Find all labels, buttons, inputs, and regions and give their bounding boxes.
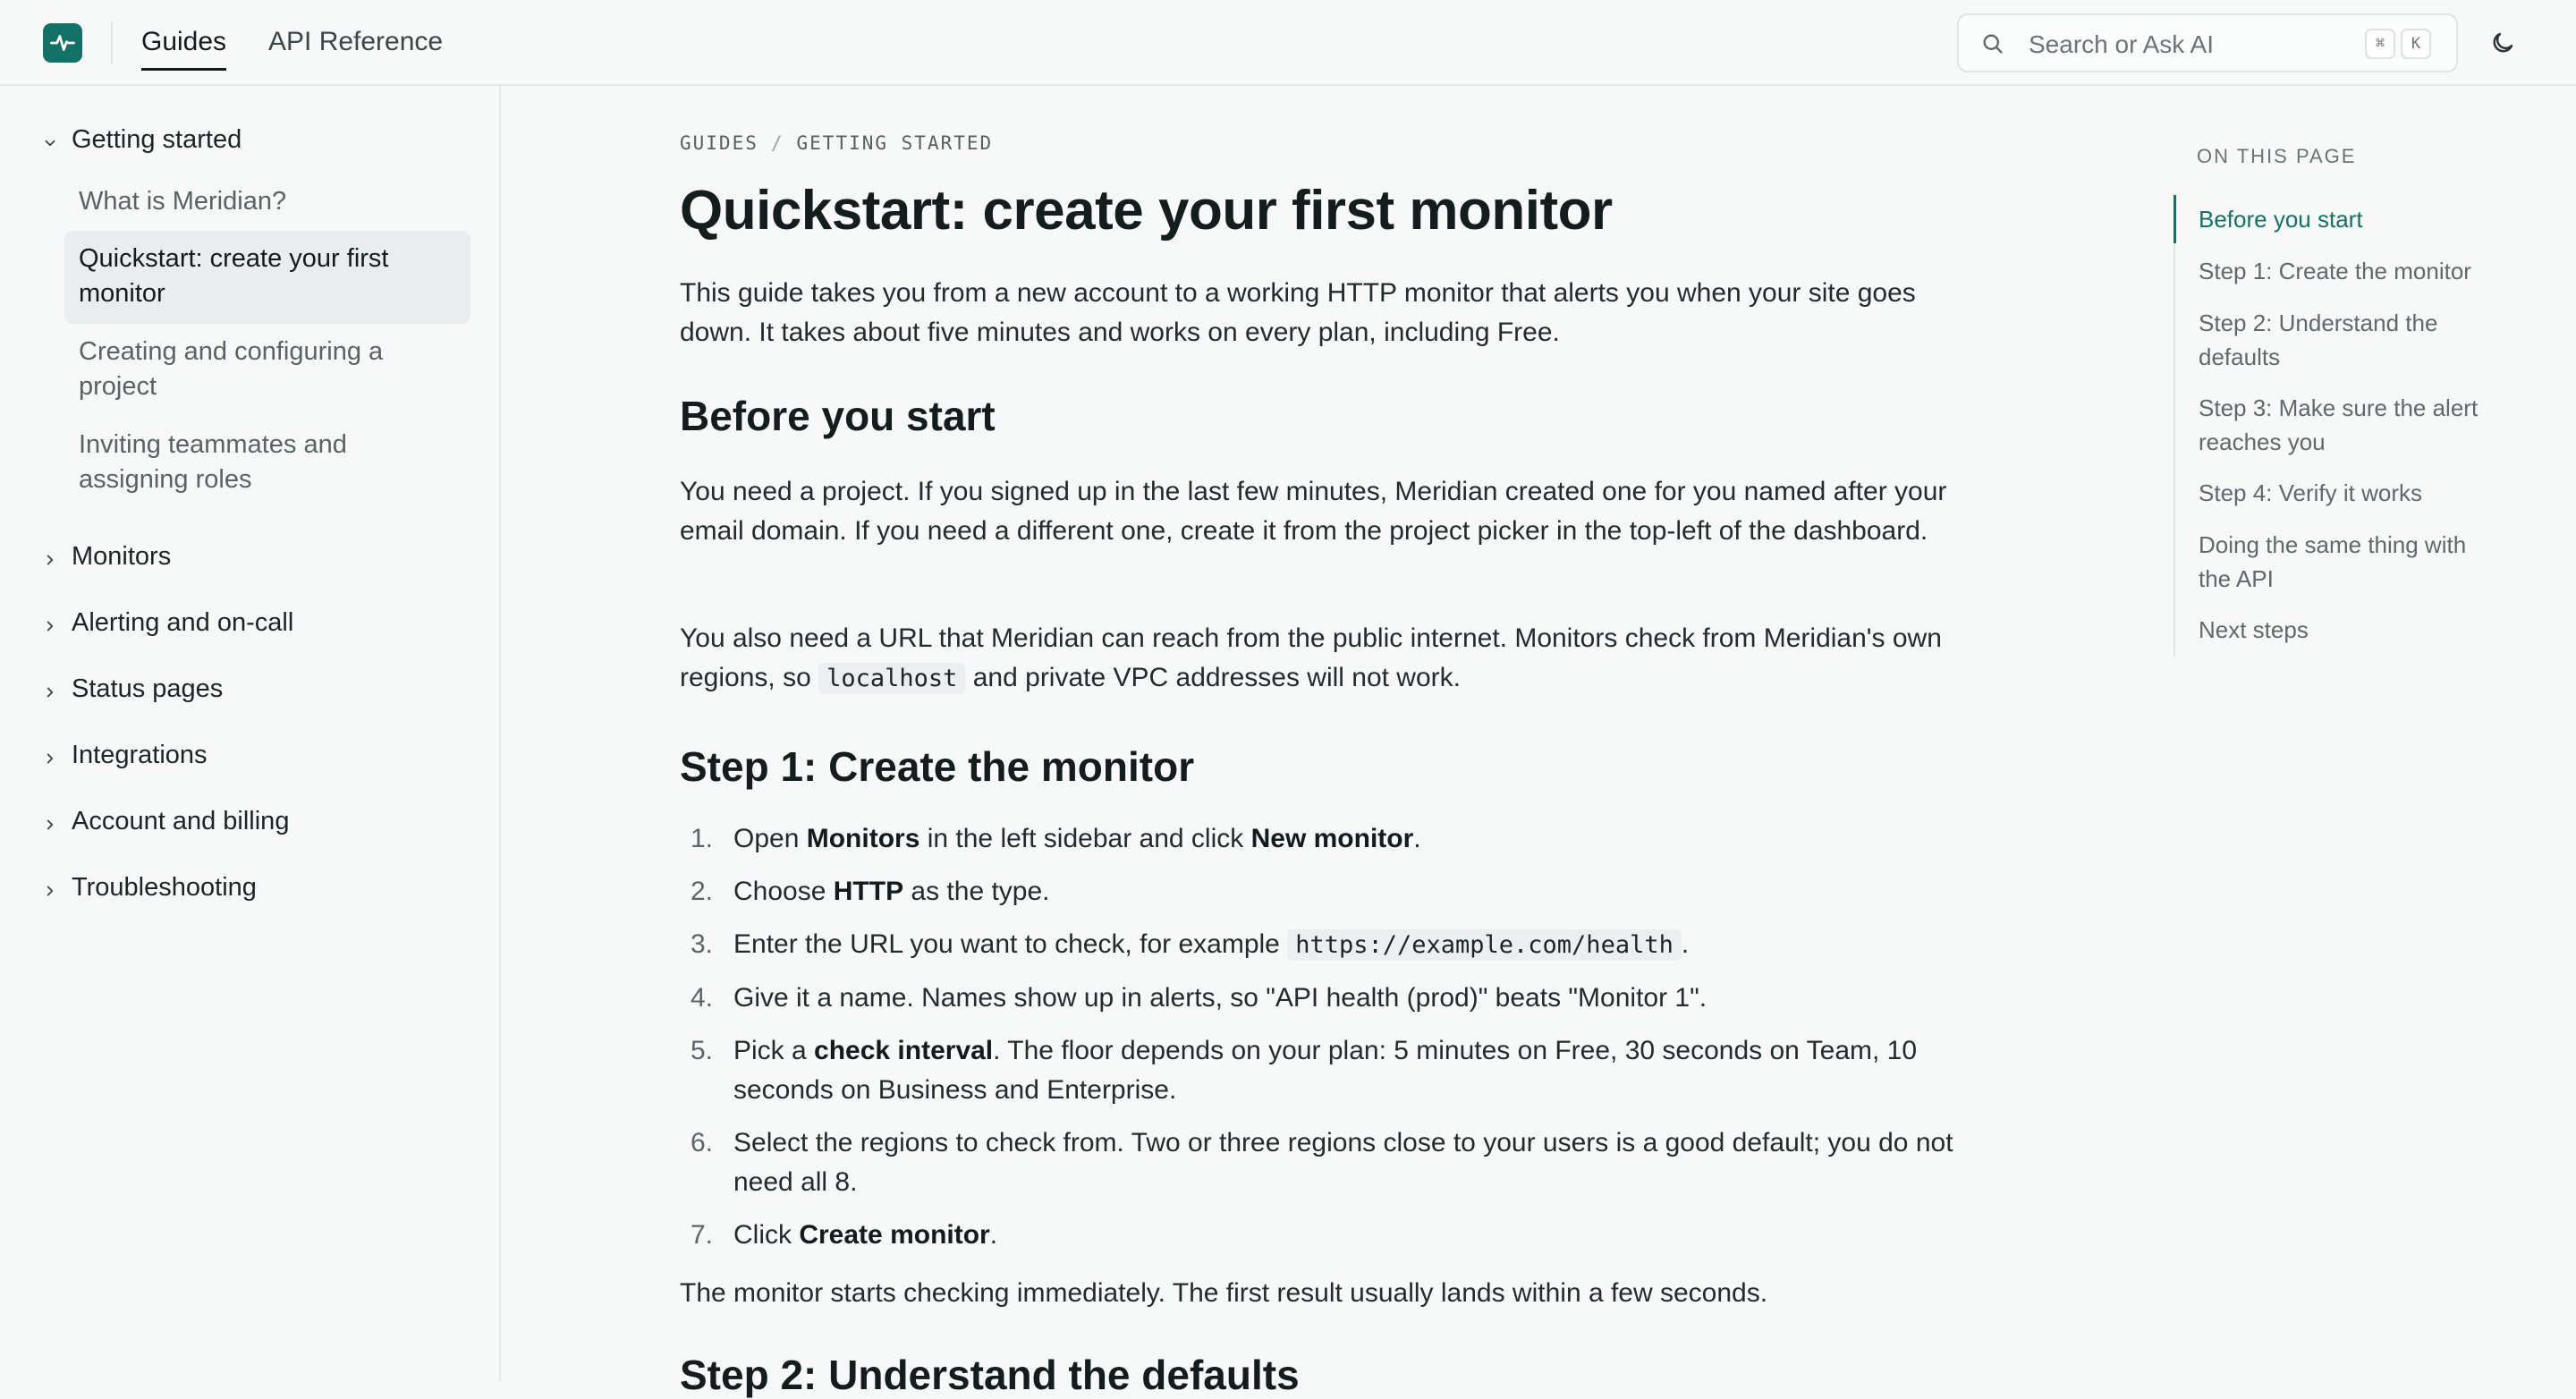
toc-rail [2174, 193, 2175, 657]
chevron-right-icon [41, 551, 59, 569]
text-segment: in the left sidebar and click [919, 824, 1251, 853]
list-item [680, 925, 1959, 965]
chevron-right-icon [41, 683, 59, 701]
text-segment: Enter the URL you want to check, for example [733, 929, 1288, 959]
toc-item-step-1[interactable]: Step 1: Create the monitor [2199, 258, 2471, 284]
heading-step-1: Step 1: Create the monitor [680, 743, 1195, 790]
bold-text: Create monitor [799, 1220, 990, 1250]
bold-text: HTTP [833, 877, 904, 906]
tab-api-reference[interactable]: API Reference [268, 27, 444, 56]
tab-guides[interactable]: Guides [141, 27, 226, 72]
text-segment: . [989, 1220, 998, 1250]
breadcrumb-guides[interactable]: GUIDES [680, 132, 758, 154]
toc-title: ON THIS PAGE [2197, 145, 2357, 167]
step-1-after-paragraph: The monitor starts checking immediately. The first result usually lands within a few seconds. [680, 1278, 1768, 1308]
list-number: 7. [691, 1220, 714, 1250]
sidebar-item-creating-project[interactable]: Creating and configuring a project [79, 337, 384, 401]
text-segment: Give it a name. Names show up in alerts, so "API health (prod)" beats "Monitor 1". [733, 983, 1707, 1013]
sidebar-section-label: Integrations [72, 741, 208, 769]
text-segment: Click [733, 1220, 800, 1250]
text-segment: Pick a [733, 1036, 815, 1065]
toc-item-api[interactable]: Doing the same thing with the API [2199, 531, 2467, 592]
list-item [680, 979, 1959, 1018]
inline-code-localhost: localhost [818, 663, 965, 694]
sidebar-item-inviting-teammates[interactable]: Inviting teammates and assigning roles [79, 430, 347, 494]
sidebar-section-label: Account and billing [72, 807, 290, 835]
sidebar-section-label: Alerting and on-call [72, 608, 294, 637]
list-number: 6. [691, 1128, 714, 1157]
sidebar-section-label: Status pages [72, 674, 224, 703]
sidebar-navigation [0, 86, 501, 1381]
sidebar-item-what-is-meridian[interactable]: What is Meridian? [79, 187, 287, 216]
list-item [680, 872, 1959, 911]
toc-item-step-3[interactable]: Step 3: Make sure the alert reaches you [2199, 394, 2479, 455]
list-number: 2. [691, 877, 714, 906]
text-segment: You also need a URL that Meridian can reach from the public internet. Monitors check from Meridian's own regions, so [680, 623, 1942, 692]
sidebar-section-label: Troubleshooting [72, 873, 257, 902]
step-1-instructions-list [680, 819, 1959, 1268]
shortcut-key-k: K [2401, 29, 2431, 59]
text-segment: and private VPC addresses will not work. [965, 663, 1461, 692]
sidebar-item-quickstart[interactable]: Quickstart: create your first monitor [64, 231, 470, 324]
chevron-right-icon [41, 750, 59, 767]
breadcrumb-getting-started[interactable]: GETTING STARTED [796, 132, 994, 154]
list-item [680, 1216, 1959, 1255]
list-number: 5. [691, 1036, 714, 1065]
text-segment: Select the regions to check from. Two or three regions close to your users is a good default; you do not need all 8. [733, 1128, 1953, 1197]
inline-code-url: https://example.com/health [1287, 929, 1682, 961]
before-paragraph-1: You need a project. If you signed up in the last few minutes, Meridian created one for you named after your email domain. If you need a different one, create it from the project picker in the top-left of the dashboard. [680, 477, 1947, 546]
sidebar-section-label: Getting started [72, 125, 242, 154]
text-segment: Open [733, 824, 807, 853]
chevron-right-icon [41, 882, 59, 900]
search-box[interactable] [1957, 13, 2458, 72]
search-icon [1980, 31, 2005, 61]
text-segment: as the type. [903, 877, 1050, 906]
text-segment: . [1681, 929, 1690, 959]
list-item [680, 1123, 1959, 1202]
list-number: 4. [691, 983, 714, 1013]
page-title: Quickstart: create your first monitor [680, 180, 1613, 242]
bold-text: Monitors [806, 824, 920, 853]
list-item [680, 1031, 1959, 1110]
moon-icon[interactable] [2485, 25, 2521, 61]
breadcrumb [680, 132, 993, 154]
chevron-right-icon [41, 617, 59, 635]
toc-item-step-4[interactable]: Step 4: Verify it works [2199, 479, 2422, 506]
heading-step-2: Step 2: Understand the defaults [680, 1352, 1300, 1398]
shortcut-key-cmd: ⌘ [2365, 29, 2395, 59]
list-item [680, 819, 1959, 859]
search-placeholder[interactable]: Search or Ask AI [2029, 30, 2214, 58]
pulse-logo-icon[interactable] [43, 23, 82, 63]
bold-text: check interval [814, 1036, 994, 1065]
heading-before-you-start: Before you start [680, 393, 996, 439]
sidebar-section-label: Monitors [72, 542, 172, 571]
list-number: 3. [691, 929, 714, 959]
toc-item-before-you-start[interactable]: Before you start [2199, 206, 2363, 233]
chevron-down-icon [41, 134, 59, 152]
text-segment: . [1413, 824, 1421, 853]
toc-active-indicator [2174, 195, 2176, 243]
bold-text: New monitor [1250, 824, 1414, 853]
list-number: 1. [691, 824, 714, 853]
text-segment: . The floor depends on your plan: 5 minutes on Free, 30 seconds on Team, 10 seconds on Business and Enterprise. [733, 1036, 1918, 1105]
toc-item-next-steps[interactable]: Next steps [2199, 616, 2309, 643]
toc-item-step-2[interactable]: Step 2: Understand the defaults [2199, 309, 2438, 370]
header-divider [111, 21, 113, 64]
chevron-right-icon [41, 816, 59, 834]
before-paragraph-2 [680, 619, 1959, 699]
top-navigation-bar [0, 0, 2576, 86]
breadcrumb-separator: / [770, 132, 784, 154]
text-segment: Choose [733, 877, 834, 906]
intro-paragraph: This guide takes you from a new account to a working HTTP monitor that alerts you when your site goes down. It takes about five minutes and works on every plan, including Free. [680, 278, 1916, 347]
